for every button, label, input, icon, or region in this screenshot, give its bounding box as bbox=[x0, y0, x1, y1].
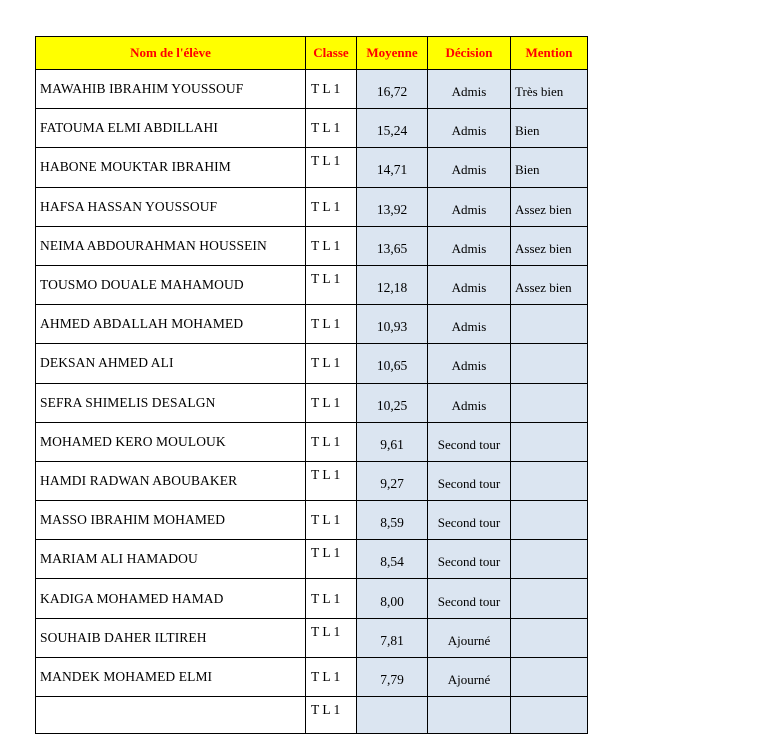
student-class: T L 1 bbox=[306, 657, 357, 696]
student-decision: Admis bbox=[428, 383, 511, 422]
student-name: SOUHAIB DAHER ILTIREH bbox=[36, 618, 306, 657]
student-mention bbox=[511, 344, 588, 383]
student-name: KADIGA MOHAMED HAMAD bbox=[36, 579, 306, 618]
student-mention: Assez bien bbox=[511, 226, 588, 265]
header-average: Moyenne bbox=[357, 37, 428, 70]
student-decision: Admis bbox=[428, 265, 511, 304]
student-mention: Bien bbox=[511, 148, 588, 187]
student-average: 14,71 bbox=[357, 148, 428, 187]
student-class: T L 1 bbox=[306, 422, 357, 461]
student-decision: Admis bbox=[428, 187, 511, 226]
student-decision: Second tour bbox=[428, 501, 511, 540]
student-mention bbox=[511, 540, 588, 579]
student-class: T L 1 bbox=[306, 501, 357, 540]
student-decision bbox=[428, 697, 511, 734]
table-row bbox=[36, 501, 588, 540]
student-mention bbox=[511, 501, 588, 540]
student-name: SEFRA SHIMELIS DESALGN bbox=[36, 383, 306, 422]
student-decision: Ajourné bbox=[428, 657, 511, 696]
student-average: 13,92 bbox=[357, 187, 428, 226]
student-name bbox=[36, 697, 306, 734]
student-mention: Assez bien bbox=[511, 187, 588, 226]
table-row bbox=[36, 226, 588, 265]
student-average: 15,24 bbox=[357, 109, 428, 148]
student-decision: Admis bbox=[428, 70, 511, 109]
student-class: T L 1 bbox=[306, 579, 357, 618]
header-name: Nom de l'élève bbox=[36, 37, 306, 70]
student-decision: Admis bbox=[428, 344, 511, 383]
student-name: MOHAMED KERO MOULOUK bbox=[36, 422, 306, 461]
student-class: T L 1 bbox=[306, 383, 357, 422]
student-class: T L 1 bbox=[306, 187, 357, 226]
results-table-body bbox=[36, 70, 588, 734]
student-decision: Admis bbox=[428, 109, 511, 148]
student-class: T L 1 bbox=[306, 618, 357, 657]
results-table-header bbox=[36, 37, 588, 70]
table-row bbox=[36, 148, 588, 187]
table-row bbox=[36, 697, 588, 734]
student-name: HAMDI RADWAN ABOUBAKER bbox=[36, 461, 306, 500]
header-decision: Décision bbox=[428, 37, 511, 70]
student-class: T L 1 bbox=[306, 305, 357, 344]
student-name: NEIMA ABDOURAHMAN HOUSSEIN bbox=[36, 226, 306, 265]
student-decision: Admis bbox=[428, 305, 511, 344]
table-row bbox=[36, 187, 588, 226]
table-row bbox=[36, 109, 588, 148]
table-row bbox=[36, 422, 588, 461]
student-average: 9,27 bbox=[357, 461, 428, 500]
student-average: 8,54 bbox=[357, 540, 428, 579]
table-row bbox=[36, 657, 588, 696]
table-row bbox=[36, 540, 588, 579]
student-decision: Admis bbox=[428, 148, 511, 187]
student-average: 10,65 bbox=[357, 344, 428, 383]
student-decision: Second tour bbox=[428, 540, 511, 579]
student-class: T L 1 bbox=[306, 226, 357, 265]
student-decision: Second tour bbox=[428, 579, 511, 618]
student-mention bbox=[511, 461, 588, 500]
student-average: 12,18 bbox=[357, 265, 428, 304]
student-name: MARIAM ALI HAMADOU bbox=[36, 540, 306, 579]
student-average: 7,79 bbox=[357, 657, 428, 696]
student-average: 9,61 bbox=[357, 422, 428, 461]
header-row bbox=[36, 37, 588, 70]
table-row bbox=[36, 305, 588, 344]
table-row bbox=[36, 461, 588, 500]
student-class: T L 1 bbox=[306, 344, 357, 383]
student-average: 8,00 bbox=[357, 579, 428, 618]
student-mention: Assez bien bbox=[511, 265, 588, 304]
student-class: T L 1 bbox=[306, 461, 357, 500]
header-mention: Mention bbox=[511, 37, 588, 70]
student-name: TOUSMO DOUALE MAHAMOUD bbox=[36, 265, 306, 304]
student-decision: Second tour bbox=[428, 461, 511, 500]
student-average: 8,59 bbox=[357, 501, 428, 540]
student-average: 13,65 bbox=[357, 226, 428, 265]
student-name: HAFSA HASSAN YOUSSOUF bbox=[36, 187, 306, 226]
student-average: 7,81 bbox=[357, 618, 428, 657]
student-average: 16,72 bbox=[357, 70, 428, 109]
student-name: MASSO IBRAHIM MOHAMED bbox=[36, 501, 306, 540]
student-name: MANDEK MOHAMED ELMI bbox=[36, 657, 306, 696]
student-mention: Bien bbox=[511, 109, 588, 148]
student-decision: Ajourné bbox=[428, 618, 511, 657]
table-row bbox=[36, 618, 588, 657]
student-mention bbox=[511, 657, 588, 696]
student-class: T L 1 bbox=[306, 540, 357, 579]
student-name: MAWAHIB IBRAHIM YOUSSOUF bbox=[36, 70, 306, 109]
student-decision: Second tour bbox=[428, 422, 511, 461]
table-row bbox=[36, 383, 588, 422]
student-class: T L 1 bbox=[306, 697, 357, 734]
student-mention bbox=[511, 618, 588, 657]
student-class: T L 1 bbox=[306, 109, 357, 148]
student-name: FATOUMA ELMI ABDILLAHI bbox=[36, 109, 306, 148]
table-row bbox=[36, 579, 588, 618]
header-class: Classe bbox=[306, 37, 357, 70]
student-mention bbox=[511, 579, 588, 618]
student-mention bbox=[511, 422, 588, 461]
student-average: 10,93 bbox=[357, 305, 428, 344]
student-name: HABONE MOUKTAR IBRAHIM bbox=[36, 148, 306, 187]
student-decision: Admis bbox=[428, 226, 511, 265]
student-class: T L 1 bbox=[306, 265, 357, 304]
student-mention bbox=[511, 697, 588, 734]
student-name: DEKSAN AHMED ALI bbox=[36, 344, 306, 383]
student-mention bbox=[511, 383, 588, 422]
student-average: 10,25 bbox=[357, 383, 428, 422]
student-mention: Très bien bbox=[511, 70, 588, 109]
student-mention bbox=[511, 305, 588, 344]
table-row bbox=[36, 265, 588, 304]
table-row bbox=[36, 344, 588, 383]
results-table bbox=[35, 36, 588, 734]
student-class: T L 1 bbox=[306, 148, 357, 187]
student-average bbox=[357, 697, 428, 734]
student-name: AHMED ABDALLAH MOHAMED bbox=[36, 305, 306, 344]
table-row bbox=[36, 70, 588, 109]
student-class: T L 1 bbox=[306, 70, 357, 109]
